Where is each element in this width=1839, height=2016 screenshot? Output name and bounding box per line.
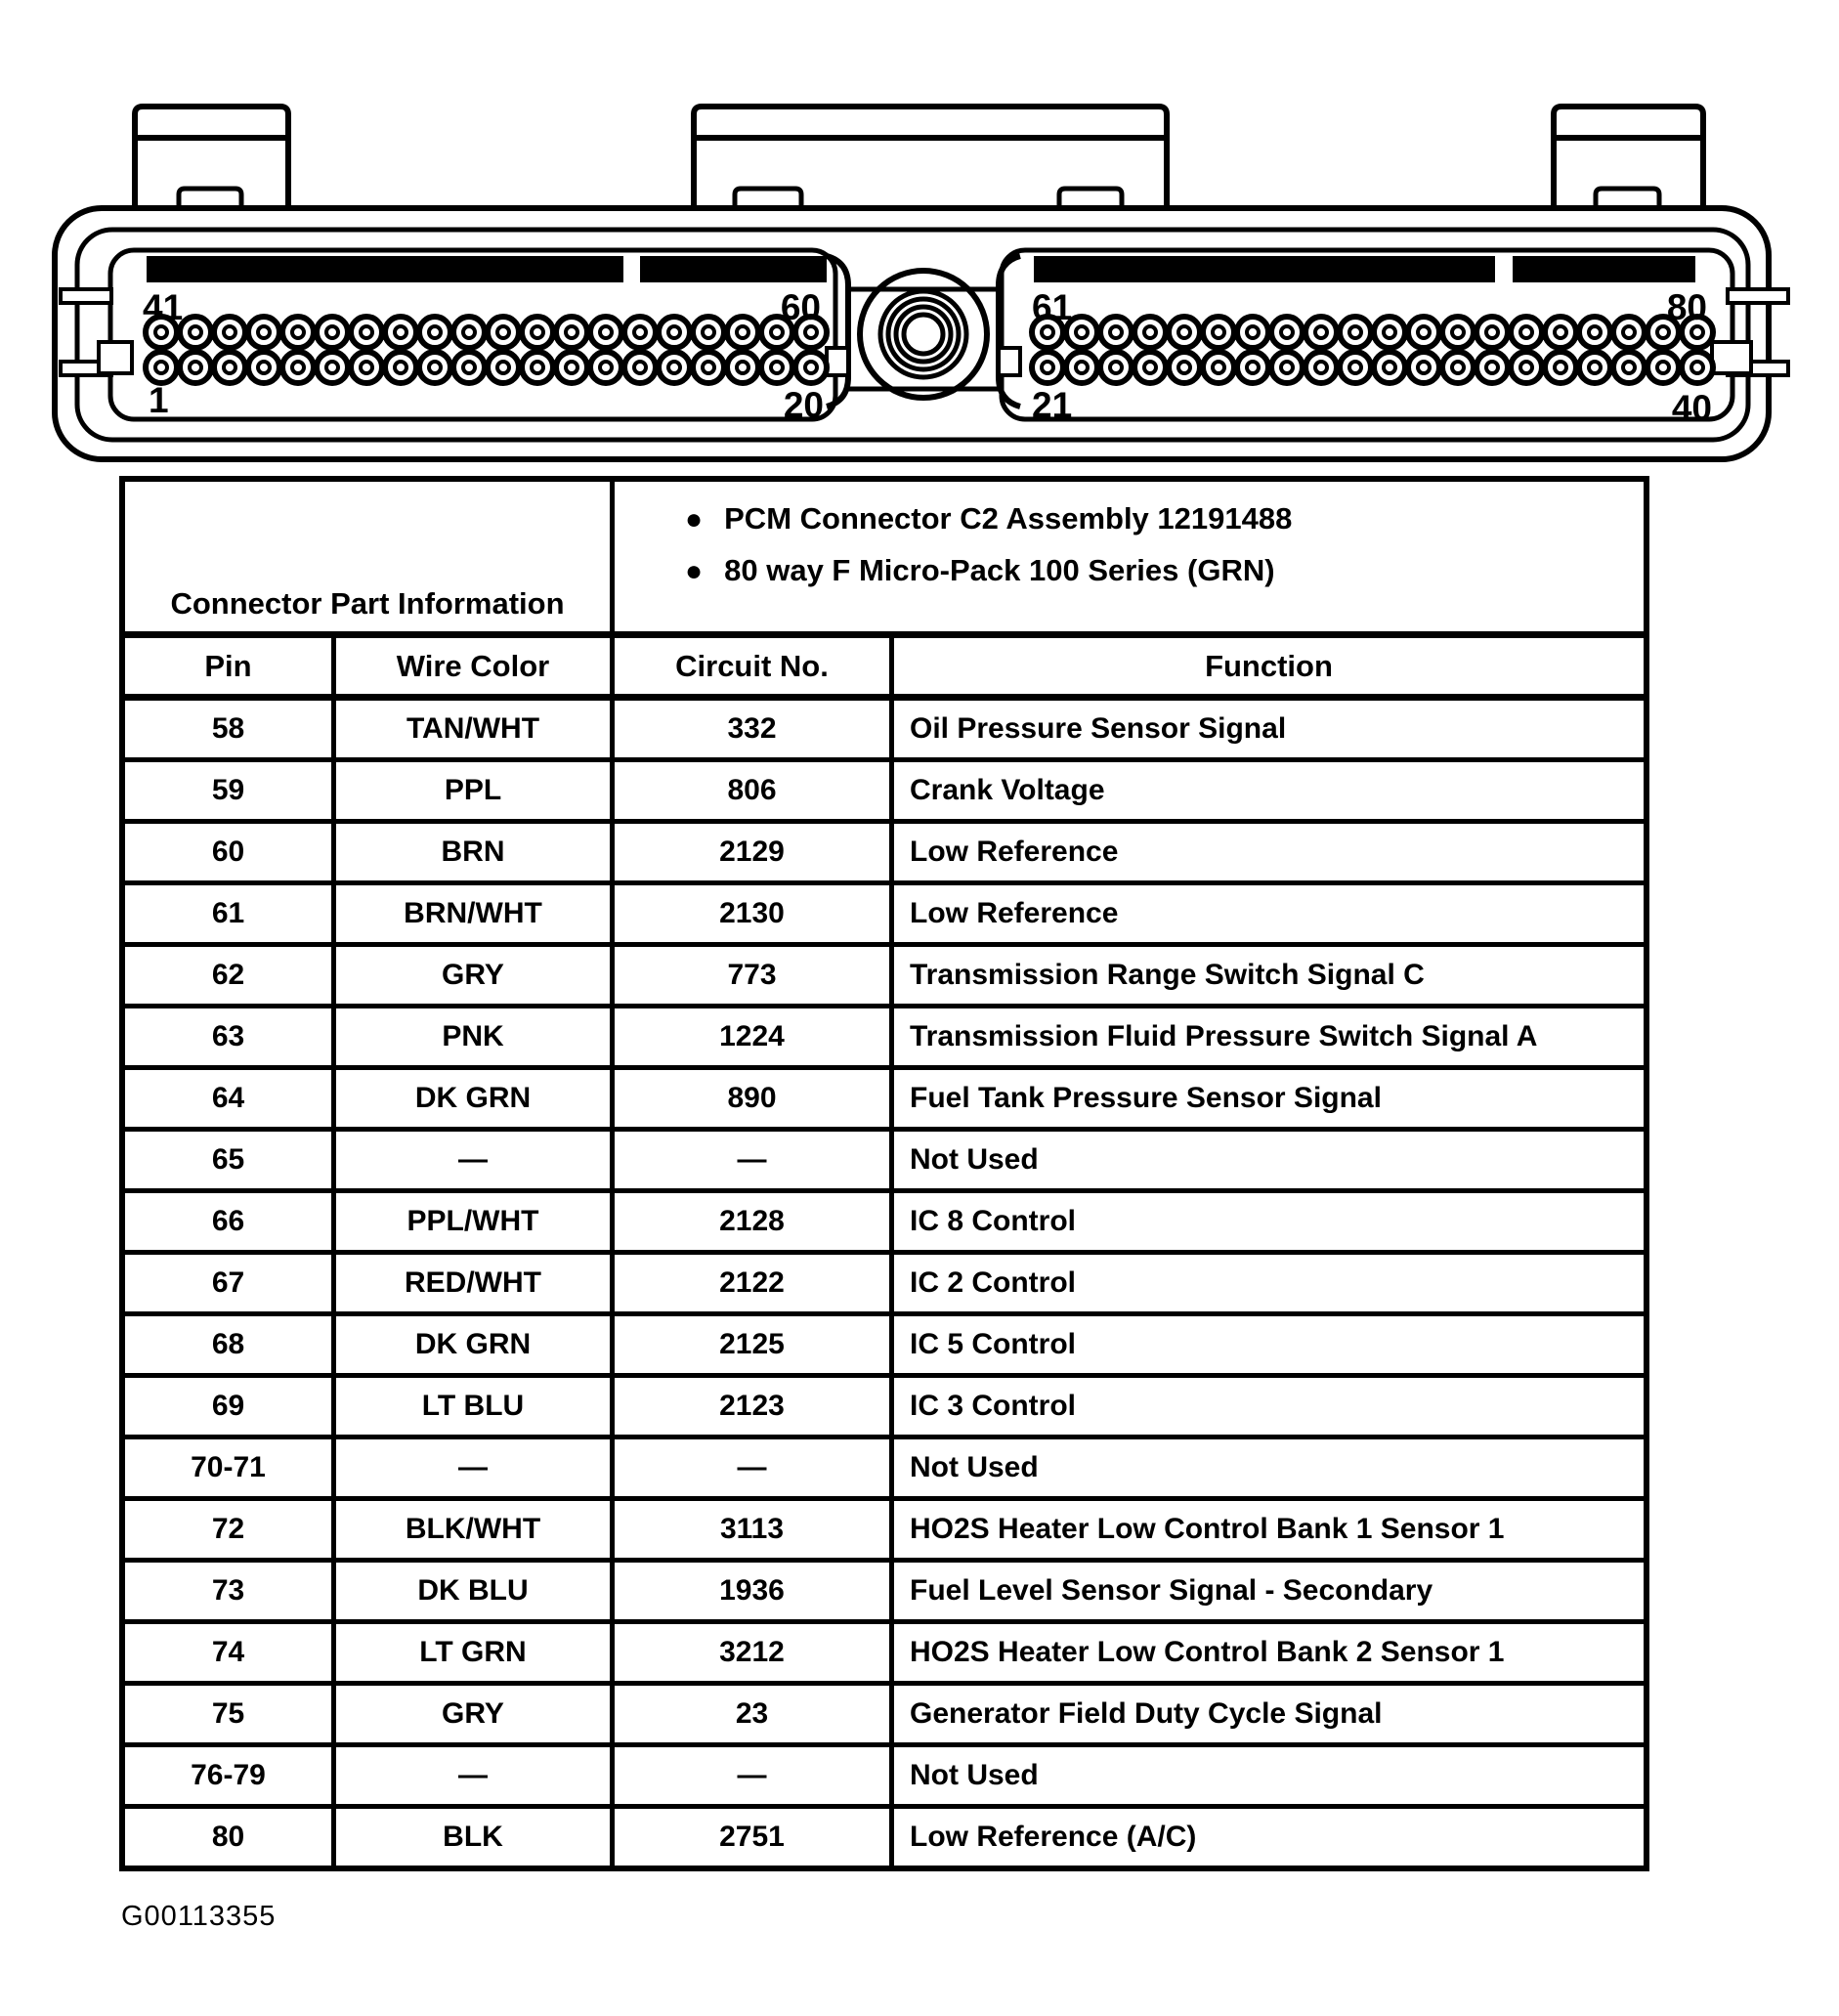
circuit-no-cell: 23	[615, 1686, 894, 1742]
pin-terminal	[1476, 352, 1508, 383]
circuit-no-cell: 332	[615, 701, 894, 757]
pin-terminal-core	[190, 326, 201, 338]
table-row	[125, 1686, 1644, 1747]
pin-terminal	[1340, 317, 1371, 348]
pin-terminal	[1511, 317, 1542, 348]
pin-terminal-core	[1623, 362, 1635, 373]
circuit-no-cell: 2129	[615, 824, 894, 880]
circuit-no-cell: 3113	[615, 1501, 894, 1558]
pin-terminal	[522, 317, 553, 348]
pin-terminal-core	[497, 362, 509, 373]
table-row	[125, 762, 1644, 824]
function-cell: Low Reference	[910, 836, 1119, 868]
pin-terminal	[453, 317, 485, 348]
pin-terminal	[214, 352, 245, 383]
function-cell: Generator Field Duty Cycle Signal	[910, 1697, 1383, 1730]
pin-terminal-core	[532, 326, 543, 338]
pin-terminal-core	[805, 326, 817, 338]
pin-terminal-core	[326, 326, 338, 338]
pin-terminal-core	[1486, 362, 1498, 373]
pin-terminal-core	[1691, 362, 1703, 373]
pin-label: 21	[1032, 385, 1073, 425]
function-cell: Transmission Range Switch Signal C	[910, 959, 1425, 991]
pin-terminal-core	[361, 362, 372, 373]
pin-terminal-core	[1520, 326, 1532, 338]
pin-terminal	[488, 352, 519, 383]
table-row	[125, 1008, 1644, 1070]
wire-color-cell: PPL/WHT	[336, 1193, 615, 1250]
wire-color-cell: GRY	[336, 947, 615, 1004]
pin-terminal-core	[1691, 326, 1703, 338]
pin-cell: 61	[125, 885, 336, 942]
pin-terminal-core	[737, 362, 748, 373]
pin-terminal	[1442, 317, 1474, 348]
pin-terminal	[1032, 352, 1063, 383]
pin-terminal	[522, 352, 553, 383]
pin-terminal	[248, 352, 279, 383]
pin-terminal-core	[771, 326, 783, 338]
table-row	[125, 701, 1644, 762]
pin-terminal-core	[1076, 326, 1088, 338]
pin-terminal	[1066, 352, 1097, 383]
pin-terminal-core	[703, 326, 714, 338]
tab-left	[135, 107, 288, 211]
bolt-ring-3	[888, 299, 959, 369]
pin-terminal-core	[1384, 362, 1395, 373]
tab-right	[1554, 107, 1703, 211]
pin-terminal	[248, 317, 279, 348]
connector-info-bullets	[615, 482, 1644, 631]
pin-label: 61	[1032, 287, 1073, 327]
pin-terminal	[1511, 352, 1542, 383]
function-cell: Transmission Fluid Pressure Switch Signal A	[910, 1020, 1538, 1052]
pin-terminal-core	[361, 326, 372, 338]
circuit-no-cell: 3212	[615, 1624, 894, 1681]
assembly-text: PCM Connector C2 Assembly 12191488	[724, 501, 1293, 536]
table-row	[125, 1070, 1644, 1132]
circuit-no-cell: 2130	[615, 885, 894, 942]
pin-terminal-core	[1520, 362, 1532, 373]
pin-terminal-core	[805, 362, 817, 373]
pin-terminal-core	[292, 326, 304, 338]
figure-id: G00113355	[121, 1901, 277, 1932]
pin-terminal	[282, 352, 314, 383]
pin-terminal	[1579, 352, 1610, 383]
pin-terminal-core	[1042, 326, 1053, 338]
pin-terminal-core	[1384, 326, 1395, 338]
pin-terminal	[659, 317, 690, 348]
pin-terminal-core	[258, 362, 270, 373]
pin-cell: 58	[125, 701, 336, 757]
pin-terminal-core	[463, 326, 475, 338]
pin-terminal	[1613, 317, 1645, 348]
pin-terminal-core	[1452, 326, 1464, 338]
col-header-circuit: Circuit No.	[615, 638, 894, 694]
pin-terminal-core	[1349, 326, 1361, 338]
pin-terminal-core	[566, 326, 577, 338]
pin-cell: 74	[125, 1624, 336, 1681]
pin-terminal-core	[1178, 362, 1190, 373]
function-cell: IC 3 Control	[910, 1390, 1076, 1422]
circuit-no-cell: 2123	[615, 1378, 894, 1435]
circuit-no-cell: —	[615, 1747, 894, 1804]
pin-terminal-core	[190, 362, 201, 373]
pin-terminal	[1203, 352, 1234, 383]
pin-terminal-core	[155, 362, 167, 373]
function-cell: Not Used	[910, 1451, 1039, 1483]
pin-terminal-core	[1213, 326, 1224, 338]
wire-color-cell: RED/WHT	[336, 1255, 615, 1311]
pin-terminal	[624, 352, 656, 383]
pin-terminal	[624, 317, 656, 348]
pin-terminal	[727, 317, 758, 348]
table-row	[125, 824, 1644, 885]
bolt-ring-2	[880, 291, 966, 377]
function-cell: Fuel Level Sensor Signal - Secondary	[910, 1574, 1433, 1607]
pin-terminal	[214, 317, 245, 348]
pin-terminal-core	[1657, 362, 1669, 373]
circuit-no-cell: —	[615, 1132, 894, 1188]
pin-terminal-core	[566, 362, 577, 373]
pin-terminal	[1408, 352, 1439, 383]
pin-terminal	[1134, 352, 1166, 383]
wire-color-cell: DK GRN	[336, 1316, 615, 1373]
column-header-row	[125, 638, 1644, 701]
table-row	[125, 1747, 1644, 1809]
pin-cell: 75	[125, 1686, 336, 1742]
pin-terminal-core	[395, 326, 406, 338]
pin-terminal	[1682, 352, 1713, 383]
table-row	[125, 1439, 1644, 1501]
pin-terminal	[1340, 352, 1371, 383]
wire-color-cell: LT BLU	[336, 1378, 615, 1435]
pin-terminal-core	[1110, 326, 1122, 338]
pin-terminal-core	[1247, 326, 1259, 338]
pin-cell: 70-71	[125, 1439, 336, 1496]
table-row	[125, 1501, 1644, 1563]
table-row	[125, 1624, 1644, 1686]
table-row	[125, 1193, 1644, 1255]
pin-terminal-core	[224, 362, 235, 373]
pin-cell: 66	[125, 1193, 336, 1250]
pin-terminal	[556, 352, 587, 383]
pin-terminal	[1100, 317, 1132, 348]
pin-terminal-core	[1042, 362, 1053, 373]
col-header-function: Function	[1205, 648, 1333, 683]
pin-terminal	[1545, 317, 1576, 348]
pin-terminal-core	[1178, 326, 1190, 338]
pin-cell: 72	[125, 1501, 336, 1558]
pin-cell: 67	[125, 1255, 336, 1311]
pin-cell: 69	[125, 1378, 336, 1435]
pin-terminal	[1374, 352, 1405, 383]
pin-terminal-core	[292, 362, 304, 373]
pin-terminal-core	[429, 362, 441, 373]
pin-terminal-core	[429, 326, 441, 338]
pin-terminal	[659, 352, 690, 383]
pin-terminal-core	[224, 326, 235, 338]
bolt-ring-5	[904, 315, 943, 354]
pin-terminal	[317, 317, 348, 348]
connector-info-row	[125, 482, 1644, 638]
pin-terminal-core	[1144, 326, 1156, 338]
center-bolt	[827, 256, 1020, 407]
circuit-no-cell: 2751	[615, 1809, 894, 1866]
pin-terminal-core	[532, 362, 543, 373]
pin-terminal-core	[1452, 362, 1464, 373]
pin-terminal-core	[1657, 326, 1669, 338]
pin-terminal-core	[155, 326, 167, 338]
pin-terminal-core	[634, 326, 646, 338]
circuit-no-cell: 2122	[615, 1255, 894, 1311]
function-cell: Low Reference (A/C)	[910, 1821, 1197, 1853]
pin-terminal	[590, 352, 621, 383]
pin-terminal	[1442, 352, 1474, 383]
wire-color-cell: —	[336, 1747, 615, 1804]
pin-terminal	[795, 352, 827, 383]
function-cell: HO2S Heater Low Control Bank 2 Sensor 1	[910, 1636, 1505, 1668]
pin-terminal	[453, 352, 485, 383]
pin-terminal	[1134, 317, 1166, 348]
pin-label: 60	[780, 287, 821, 327]
pin-terminal	[1271, 352, 1303, 383]
pin-terminal-core	[326, 362, 338, 373]
series-text: 80 way F Micro-Pack 100 Series (GRN)	[724, 553, 1275, 587]
pin-terminal-core	[1247, 362, 1259, 373]
pin-terminal-core	[668, 362, 680, 373]
circuit-no-cell: 1224	[615, 1008, 894, 1065]
pin-terminal-core	[395, 362, 406, 373]
pin-terminal	[1545, 352, 1576, 383]
pin-terminal	[1305, 352, 1337, 383]
pin-terminal	[1237, 352, 1268, 383]
pin-terminal-core	[1281, 362, 1293, 373]
connector-diagram	[0, 0, 1839, 489]
pin-label: 1	[149, 380, 169, 420]
function-cell: Fuel Tank Pressure Sensor Signal	[910, 1082, 1382, 1114]
circuit-no-cell: 2128	[615, 1193, 894, 1250]
pin-terminal-core	[1076, 362, 1088, 373]
pin-terminal	[1271, 317, 1303, 348]
pin-terminal	[419, 317, 450, 348]
pin-terminal	[1408, 317, 1439, 348]
bullet-icon: ●	[685, 555, 704, 587]
pin-terminal	[317, 352, 348, 383]
pin-terminal	[1203, 317, 1234, 348]
function-cell: IC 8 Control	[910, 1205, 1076, 1237]
pin-cell: 80	[125, 1809, 336, 1866]
function-cell: IC 5 Control	[910, 1328, 1076, 1360]
function-cell: Crank Voltage	[910, 774, 1105, 806]
pin-terminal	[1613, 352, 1645, 383]
pin-terminal-core	[1418, 362, 1430, 373]
pinout-table	[119, 476, 1649, 1871]
pin-terminal	[180, 352, 211, 383]
pin-terminal-core	[1144, 362, 1156, 373]
pin-terminal	[146, 352, 177, 383]
pin-terminal-core	[737, 326, 748, 338]
pin-terminal	[590, 317, 621, 348]
pin-cell: 59	[125, 762, 336, 819]
table-row	[125, 1809, 1644, 1866]
function-cell: Oil Pressure Sensor Signal	[910, 712, 1287, 745]
wire-color-cell: PNK	[336, 1008, 615, 1065]
pin-terminal-core	[1555, 362, 1566, 373]
table-row	[125, 1132, 1644, 1193]
pin-cell: 68	[125, 1316, 336, 1373]
pin-terminal-core	[634, 362, 646, 373]
pin-terminal	[385, 317, 416, 348]
pin-terminal-core	[1315, 326, 1327, 338]
function-cell: HO2S Heater Low Control Bank 1 Sensor 1	[910, 1513, 1505, 1545]
circuit-no-cell: 2125	[615, 1316, 894, 1373]
pin-terminal	[693, 317, 724, 348]
bullet-item	[685, 553, 1634, 588]
pin-terminal-core	[258, 326, 270, 338]
pin-terminal-core	[600, 326, 612, 338]
pin-terminal	[693, 352, 724, 383]
pin-terminal	[488, 317, 519, 348]
pin-terminal-core	[1349, 362, 1361, 373]
wire-color-cell: DK BLU	[336, 1563, 615, 1619]
pin-cell: 60	[125, 824, 336, 880]
pin-label: 80	[1666, 287, 1707, 327]
tab-center	[694, 107, 1167, 211]
table-row	[125, 1378, 1644, 1439]
circuit-no-cell: 806	[615, 762, 894, 819]
pin-terminal-core	[1213, 362, 1224, 373]
pin-terminal	[556, 317, 587, 348]
pin-terminal	[351, 317, 382, 348]
pin-terminal	[419, 352, 450, 383]
pin-terminal	[1237, 317, 1268, 348]
pin-cell: 62	[125, 947, 336, 1004]
wire-color-cell: GRY	[336, 1686, 615, 1742]
pin-label: 41	[143, 287, 184, 327]
pin-terminal	[1647, 352, 1679, 383]
col-header-wire: Wire Color	[336, 638, 615, 694]
wire-color-cell: BLK/WHT	[336, 1501, 615, 1558]
col-header-pin: Pin	[125, 638, 336, 694]
wire-color-cell: BRN	[336, 824, 615, 880]
pin-terminal-core	[668, 326, 680, 338]
table-row	[125, 1563, 1644, 1624]
pin-terminal-core	[1110, 362, 1122, 373]
pin-terminal-core	[1486, 326, 1498, 338]
pin-label: 20	[783, 385, 824, 425]
pin-terminal	[727, 352, 758, 383]
pin-terminal-core	[1589, 326, 1601, 338]
pin-terminal-core	[1281, 326, 1293, 338]
pin-terminal	[1579, 317, 1610, 348]
pin-terminal-core	[771, 362, 783, 373]
pin-label: 40	[1671, 388, 1712, 428]
pin-terminal	[351, 352, 382, 383]
pin-cell: 64	[125, 1070, 336, 1127]
pin-terminal	[180, 317, 211, 348]
pin-cell: 76-79	[125, 1747, 336, 1804]
pin-terminal-core	[1623, 326, 1635, 338]
wire-color-cell: LT GRN	[336, 1624, 615, 1681]
pin-terminal	[1476, 317, 1508, 348]
pin-terminal-core	[1555, 326, 1566, 338]
bullet-icon: ●	[685, 503, 704, 536]
wire-color-cell: —	[336, 1439, 615, 1496]
bullet-item	[685, 501, 1634, 536]
pin-terminal	[1169, 352, 1200, 383]
pin-terminal-core	[1418, 326, 1430, 338]
circuit-no-cell: 1936	[615, 1563, 894, 1619]
wire-color-cell: PPL	[336, 762, 615, 819]
circuit-no-cell: 773	[615, 947, 894, 1004]
function-cell: Not Used	[910, 1759, 1039, 1791]
pin-terminal	[282, 317, 314, 348]
pin-terminal-core	[1589, 362, 1601, 373]
wire-color-cell: BLK	[336, 1809, 615, 1866]
wire-color-cell: BRN/WHT	[336, 885, 615, 942]
connector-outline	[55, 107, 1769, 459]
pin-terminal-core	[703, 362, 714, 373]
wire-color-cell: TAN/WHT	[336, 701, 615, 757]
wire-color-cell: DK GRN	[336, 1070, 615, 1127]
pin-terminal-core	[600, 362, 612, 373]
pin-terminals	[146, 317, 1713, 383]
pin-terminal	[761, 352, 792, 383]
circuit-no-cell: —	[615, 1439, 894, 1496]
wire-color-cell: —	[336, 1132, 615, 1188]
circuit-no-cell: 890	[615, 1070, 894, 1127]
pin-cell: 63	[125, 1008, 336, 1065]
pinout-rows	[125, 701, 1644, 1866]
pin-terminal	[1374, 317, 1405, 348]
pin-terminal	[385, 352, 416, 383]
table-row	[125, 947, 1644, 1008]
table-row	[125, 1255, 1644, 1316]
pin-terminal-core	[497, 326, 509, 338]
pin-terminal	[1169, 317, 1200, 348]
pin-terminal	[1305, 317, 1337, 348]
function-cell: IC 2 Control	[910, 1266, 1076, 1299]
pin-cell: 65	[125, 1132, 336, 1188]
connector-part-information-label: Connector Part Information	[125, 482, 615, 631]
pin-terminal-core	[463, 362, 475, 373]
table-row	[125, 1316, 1644, 1378]
table-row	[125, 885, 1644, 947]
pin-cell: 73	[125, 1563, 336, 1619]
function-cell: Low Reference	[910, 897, 1119, 929]
pin-terminal	[1100, 352, 1132, 383]
function-cell: Not Used	[910, 1143, 1039, 1176]
pin-terminal-core	[1315, 362, 1327, 373]
